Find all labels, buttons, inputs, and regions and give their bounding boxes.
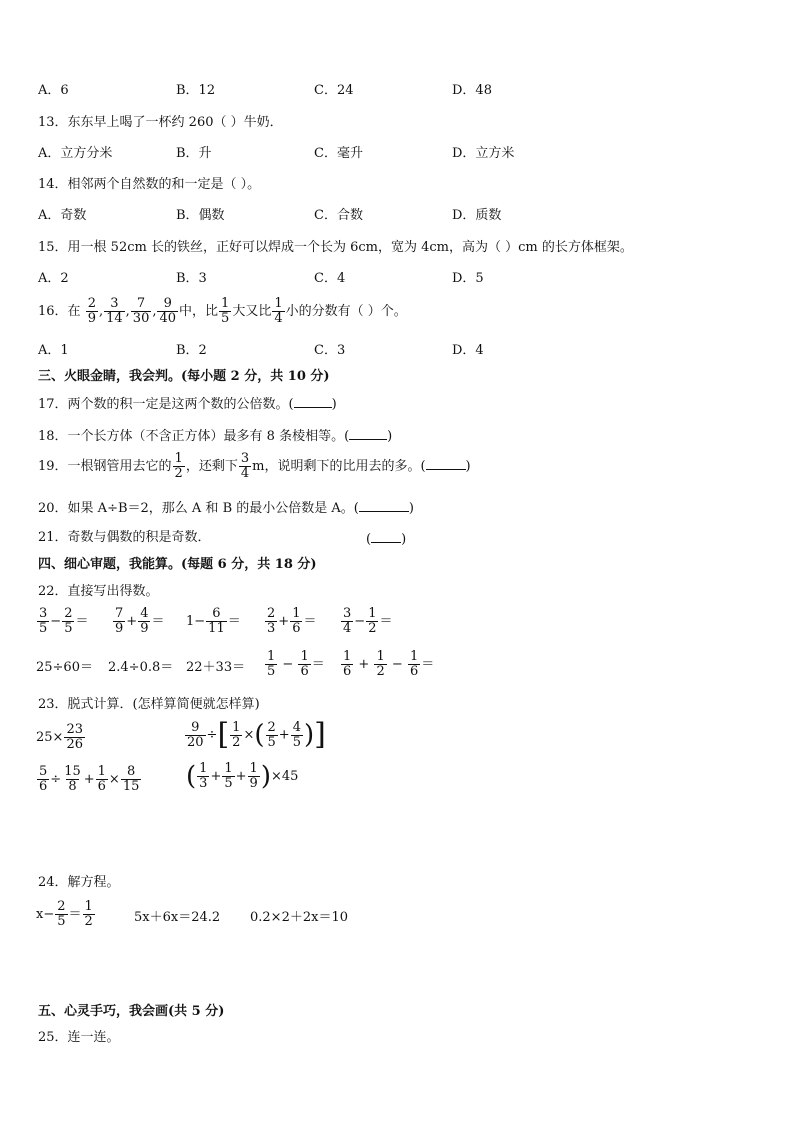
q22-expr-6: 25÷60＝: [36, 660, 93, 675]
q25-text: 25．连一连。: [38, 1030, 120, 1045]
answer-blank: [294, 395, 332, 408]
q22-expr-7: 2.4÷0.8＝: [108, 660, 174, 675]
q16-option-a: A．1: [38, 343, 69, 358]
q13-option-c: C．毫升: [314, 146, 363, 161]
q23-text: 23．脱式计算．(怎样算简便就怎样算): [38, 697, 260, 712]
q14-option-c: C．合数: [314, 208, 363, 223]
q19-text: 19．一根钢管用去它的 $\frac{1}{2}$ ，还剩下 $\frac{3}{4}$ m，说明剩下的比用去的多。( ): [38, 451, 471, 481]
q22-expr-3: 1− $\frac{6}{11}$ ＝: [186, 606, 241, 636]
q15-option-a: A．2: [38, 271, 69, 286]
q22-text: 22．直接写出得数。: [38, 584, 159, 599]
q15-option-c: C．4: [314, 271, 346, 286]
q12-option-b: B．12: [176, 83, 216, 98]
q13-option-a: A．立方分米: [38, 146, 113, 161]
q12-option-d: D．48: [452, 83, 492, 98]
q16-option-c: C．3: [314, 343, 346, 358]
q24-equation-1: x− $\frac{2}{5}$ ＝ $\frac{1}{2}$: [36, 899, 93, 929]
q22-expr-8: 22＋33＝: [186, 660, 246, 675]
q22-expr-9: $\frac{1}{5}$ − $\frac{1}{6}$ ＝: [267, 649, 325, 679]
q21-answer: ( ): [366, 532, 407, 547]
fraction: $\frac{2}{9}$: [87, 296, 96, 326]
q23-expr-2: $\frac{9}{20}$ ÷[ $\frac{1}{2}$ ×( $\frac{2}{5}$ + $\frac{4}{5}$ )]: [187, 717, 326, 752]
fraction: $\frac{3}{14}$: [106, 296, 123, 326]
answer-blank: [371, 530, 401, 543]
q24-text: 24．解方程。: [38, 875, 120, 890]
q22-expr-2: $\frac{7}{9}$ + $\frac{4}{9}$ ＝: [115, 606, 165, 636]
q23-expr-1: 25× $\frac{23}{26}$: [36, 722, 83, 752]
q14-option-d: D．质数: [452, 208, 502, 223]
section-4-heading: 四、细心审题，我能算。(每题 6 分，共 18 分): [38, 557, 317, 572]
q14-text: 14．相邻两个自然数的和一定是（ ）。: [38, 177, 261, 192]
q14-option-b: B．偶数: [176, 208, 225, 223]
q12-option-c: C．24: [314, 83, 354, 98]
q24-equation-2: 5x＋6x＝24.2: [134, 910, 221, 925]
q12-option-a: A．6: [38, 83, 69, 98]
fraction: $\frac{1}{2}$: [174, 451, 183, 481]
q21-text: 21．奇数与偶数的积是奇数．: [38, 530, 211, 545]
q20-text: 20．如果 A÷B＝2，那么 A 和 B 的最小公倍数是 A。( ): [38, 501, 414, 516]
q23-expr-3: $\frac{5}{6}$ ÷ $\frac{15}{8}$ + $\frac{1}{6}$ × $\frac{8}{15}$: [39, 764, 140, 794]
fraction: $\frac{1}{4}$: [274, 296, 283, 326]
q16-text: 16．在 $\frac{2}{9}$ , $\frac{3}{14}$ , $\frac{7}{30}$ , $\frac{9}{40}$ 中，比 $\frac{1}{5}$ 大又比 $\frac{1}{4}$ 小的分数有（ ）个。: [38, 296, 407, 326]
q17-text: 17．两个数的积一定是这两个数的公倍数。( ): [38, 397, 337, 412]
answer-blank: [349, 427, 387, 440]
q18-text: 18．一个长方体（不含正方体）最多有 8 条棱相等。( ): [38, 429, 393, 444]
q15-text: 15．用一根 52cm 长的铁丝，正好可以焊成一个长为 6cm，宽为 4cm，高为（ ）cm 的长方体框架。: [38, 240, 633, 255]
q23-expr-4: ( $\frac{1}{3}$ + $\frac{1}{5}$ + $\frac{1}{9}$ )×45: [186, 761, 299, 792]
q16-option-d: D．4: [452, 343, 484, 358]
q13-option-b: B．升: [176, 146, 212, 161]
q13-text: 13．东东早上喝了一杯约 260（ ）牛奶．: [38, 115, 283, 130]
answer-blank: [426, 457, 466, 470]
q22-expr-10: $\frac{1}{6}$ + $\frac{1}{2}$ − $\frac{1}{6}$ ＝: [343, 649, 435, 679]
q22-expr-1: $\frac{3}{5}$ − $\frac{2}{5}$ ＝: [39, 606, 89, 636]
q15-option-d: D．5: [452, 271, 484, 286]
section-5-heading: 五、心灵手巧，我会画(共 5 分): [38, 1004, 225, 1019]
q22-expr-4: $\frac{2}{3}$ + $\frac{1}{6}$ ＝: [267, 606, 317, 636]
fraction: $\frac{9}{40}$: [159, 296, 177, 326]
q22-expr-5: $\frac{3}{4}$ − $\frac{1}{2}$ ＝: [343, 606, 393, 636]
q16-option-b: B．2: [176, 343, 207, 358]
section-3-heading: 三、火眼金睛，我会判。(每小题 2 分，共 10 分): [38, 369, 330, 384]
q13-option-d: D．立方米: [452, 146, 515, 161]
q24-equation-3: 0.2×2＋2x＝10: [250, 910, 348, 925]
answer-blank: [359, 499, 409, 512]
fraction: $\frac{3}{4}$: [240, 451, 250, 481]
fraction: $\frac{7}{30}$: [132, 296, 150, 326]
fraction: $\frac{1}{5}$: [221, 296, 230, 326]
q14-option-a: A．奇数: [38, 208, 87, 223]
q15-option-b: B．3: [176, 271, 207, 286]
